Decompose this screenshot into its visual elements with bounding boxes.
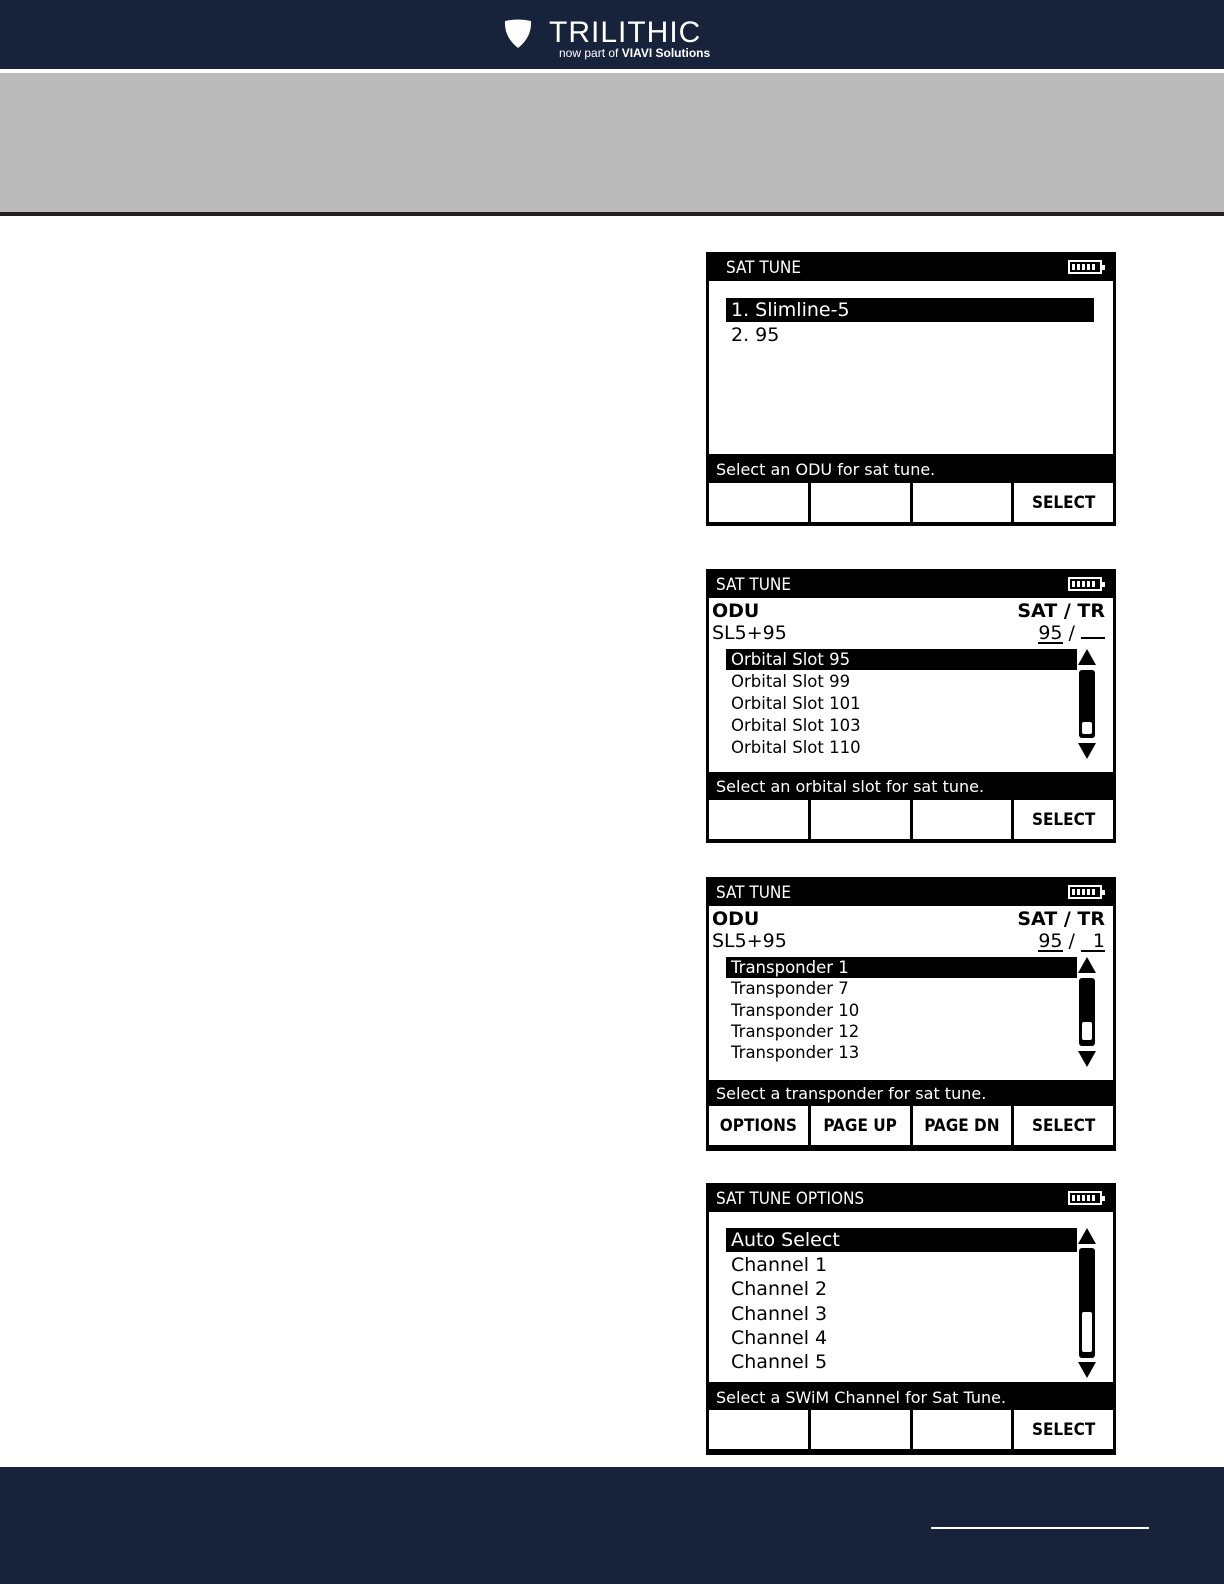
screen-titlebar [706,877,1116,906]
status-text: Select a transponder for sat tune. [716,1084,987,1103]
scroll-thumb[interactable] [1082,722,1092,734]
list-item[interactable]: Channel 1 [731,1254,828,1276]
brand-name: TRILITHIC [549,16,702,49]
scroll-track [1079,978,1095,1046]
trilithic-logo [503,16,733,62]
scroll-thumb[interactable] [1082,1022,1092,1040]
list-item[interactable]: Channel 5 [731,1351,828,1373]
scrollbar[interactable] [1077,1228,1097,1378]
battery-icon [1068,260,1102,274]
odu-value: SL5+95 [712,622,787,644]
odu-label: ODU [712,600,760,622]
brand-tagline [559,46,710,60]
sat-tr-label: SAT / TR [1017,600,1105,622]
page-header [0,0,1224,69]
tr-value: 1 [1081,932,1105,952]
screen-titlebar [706,1183,1116,1212]
softkey-1[interactable] [709,483,808,522]
list-item[interactable]: Orbital Slot 99 [731,672,851,691]
screen-title: SAT TUNE [716,575,791,595]
softkey-1[interactable] [709,1410,808,1449]
softkey-2[interactable] [811,800,910,839]
odu-value: SL5+95 [712,930,787,952]
lcd-screen-sat-tune-options [706,1183,1116,1455]
tagline-prefix: now part of [559,46,619,60]
title-band [0,73,1224,216]
odu-label: ODU [712,908,760,930]
lcd-screen-orbital-slot [706,569,1116,843]
softkey-2[interactable] [811,483,910,522]
scroll-up-arrow-icon[interactable] [1078,649,1096,665]
softkey-3[interactable] [913,1410,1012,1449]
softkey-bar [709,1410,1113,1449]
options-button[interactable]: OPTIONS [709,1106,808,1145]
screen-title: SAT TUNE [726,258,801,278]
scroll-thumb[interactable] [1082,1312,1092,1352]
screen-list [709,1212,1113,1382]
screen-titlebar [706,569,1116,598]
battery-icon [1068,577,1102,591]
list-item[interactable]: Channel 2 [731,1278,828,1300]
list-item[interactable]: Channel 4 [731,1327,828,1349]
screen-title: SAT TUNE OPTIONS [716,1189,865,1209]
scroll-up-arrow-icon[interactable] [1078,1228,1096,1244]
list-item[interactable]: Transponder 1 [726,957,1077,978]
page-footer [0,1467,1224,1584]
list-item[interactable]: 1. Slimline-5 [726,298,1094,322]
sat-tr-value: 95 / 1 [1038,930,1105,952]
scrollbar[interactable] [1077,649,1097,759]
list-item[interactable]: Transponder 13 [731,1043,860,1062]
screen-body [709,598,1113,772]
screen-list [709,281,1113,454]
list-item[interactable]: Transponder 7 [731,979,849,998]
tr-value [1081,637,1105,639]
select-button[interactable]: SELECT [1014,1106,1113,1145]
select-button[interactable]: SELECT [1014,800,1113,839]
page-down-button[interactable]: PAGE DN [913,1106,1012,1145]
screen-body [709,906,1113,1080]
select-button[interactable]: SELECT [1014,1410,1113,1449]
scroll-track [1079,670,1095,738]
sat-value: 95 [1038,622,1063,644]
list-item[interactable]: Transponder 10 [731,1001,860,1020]
lcd-screen-transponder [706,877,1116,1151]
lcd-screen-odu-select [706,252,1116,526]
footer-rule [931,1527,1149,1529]
select-button[interactable]: SELECT [1014,483,1113,522]
sat-value: 95 [1038,930,1063,952]
sat-tr-value: 95 / [1038,622,1105,644]
list-item[interactable]: Orbital Slot 95 [726,649,1077,670]
scrollbar[interactable] [1077,957,1097,1067]
shield-logo-icon [503,19,533,49]
softkey-bar [709,800,1113,839]
status-text: Select an ODU for sat tune. [716,460,936,479]
screen-titlebar [706,252,1116,281]
scroll-track [1079,1248,1095,1358]
list-item[interactable]: Orbital Slot 110 [731,738,861,757]
list-item[interactable]: Auto Select [726,1228,1077,1252]
list-item[interactable]: Orbital Slot 101 [731,694,861,713]
screen-title: SAT TUNE [716,883,791,903]
status-text: Select a SWiM Channel for Sat Tune. [716,1388,1007,1407]
softkey-3[interactable] [913,800,1012,839]
list-item[interactable]: Transponder 12 [731,1022,860,1041]
scroll-down-arrow-icon[interactable] [1078,1362,1096,1378]
softkey-3[interactable] [913,483,1012,522]
sat-tr-label: SAT / TR [1017,908,1105,930]
softkey-2[interactable] [811,1410,910,1449]
scroll-down-arrow-icon[interactable] [1078,743,1096,759]
scroll-up-arrow-icon[interactable] [1078,957,1096,973]
list-item[interactable]: Channel 3 [731,1303,828,1325]
battery-icon [1068,885,1102,899]
softkey-1[interactable] [709,800,808,839]
status-text: Select an orbital slot for sat tune. [716,777,985,796]
battery-icon [1068,1191,1102,1205]
tagline-brand: VIAVI Solutions [621,46,711,60]
scroll-down-arrow-icon[interactable] [1078,1051,1096,1067]
list-item[interactable]: Orbital Slot 103 [731,716,861,735]
page-up-button[interactable]: PAGE UP [811,1106,910,1145]
softkey-bar [709,1106,1113,1145]
list-item[interactable]: 2. 95 [731,324,780,346]
softkey-bar [709,483,1113,522]
